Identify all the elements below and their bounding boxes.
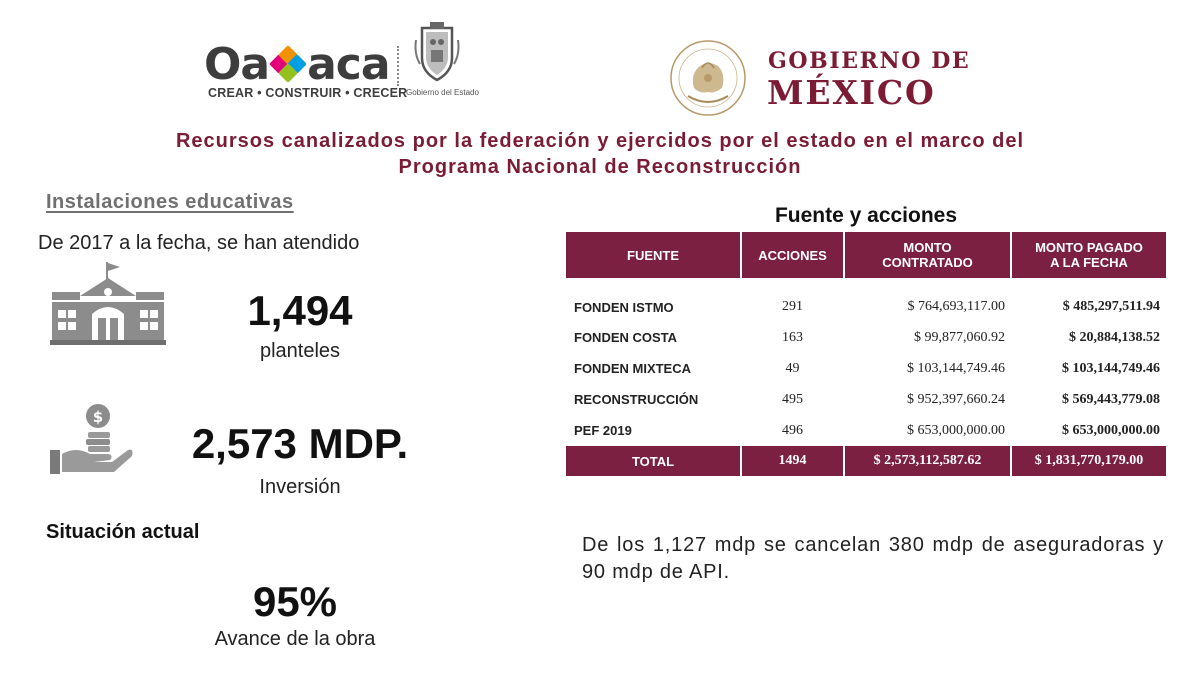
- oaxaca-logo: [204, 39, 408, 102]
- table-header-row: [566, 232, 1166, 278]
- mexico-seal-icon: [668, 38, 748, 118]
- header-monto-pagado: [1011, 232, 1166, 278]
- page-title: [40, 128, 1160, 180]
- oaxaca-wordmark: Oa aca: [204, 39, 390, 90]
- cell-monto-contratado: $ 103,144,749.46: [907, 360, 1005, 376]
- oaxaca-tagline: CREAR • CONSTRUIR • CRECER: [208, 86, 408, 100]
- cell-monto-pagado: $ 653,000,000.00: [1062, 422, 1160, 438]
- page-title-line1: Recursos canalizados por la federación y ejercidos por el estado en el marco del: [175, 130, 1025, 152]
- cell-acciones: 291: [782, 299, 803, 314]
- svg-text:$: $: [92, 408, 104, 426]
- logo-divider: [397, 46, 399, 86]
- total-monto-pagado: $ 1,831,770,179.00: [1011, 446, 1166, 476]
- total-label: TOTAL: [566, 446, 741, 476]
- planteles-label: planteles: [259, 340, 341, 362]
- school-icon: [50, 262, 166, 346]
- table-row: [566, 415, 1166, 446]
- intro-text: De 2017 a la fecha, se han atendido: [38, 232, 360, 254]
- header-fuente: FUENTE: [566, 232, 741, 278]
- section-title: Instalaciones educativas: [46, 191, 294, 213]
- header-monto-contratado: [844, 232, 1011, 278]
- cancellation-note: De los 1,127 mdp se cancelan 380 mdp de aseguradoras y 90 mdp de API.: [582, 534, 1164, 583]
- oaxaca-shield-label: Gobierno del Estado: [406, 88, 479, 97]
- fuente-acciones-table: [566, 232, 1166, 476]
- total-acciones: 1494: [741, 446, 844, 476]
- cell-acciones: 163: [782, 329, 803, 345]
- header-monto-contratado-label: MONTO CONTRATADO: [882, 240, 973, 270]
- oaxaca-shield-icon: [412, 20, 462, 84]
- planteles-count: 1,494: [247, 287, 353, 334]
- total-monto-contratado: $ 2,573,112,587.62: [844, 446, 1011, 476]
- table-title: Fuente y acciones: [774, 204, 958, 227]
- cell-fuente: PEF 2019: [574, 423, 632, 438]
- situacion-title: Situación actual: [46, 521, 200, 543]
- avance-percent: 95%: [252, 578, 338, 625]
- money-hand-icon: [50, 402, 134, 476]
- cell-monto-contratado: $ 952,397,660.24: [907, 391, 1005, 407]
- cell-monto-pagado: $ 20,884,138.52: [1069, 329, 1160, 345]
- inversion-amount: 2,573 MDP.: [191, 420, 409, 467]
- cell-acciones: 495: [782, 391, 803, 407]
- table-row: [566, 353, 1166, 384]
- cell-acciones: 49: [785, 360, 800, 376]
- gobierno-de-mexico-line1: GOBIERNO DE: [768, 48, 971, 74]
- header-monto-pagado-label: MONTO PAGADO A LA FECHA: [1035, 240, 1143, 270]
- oaxaca-x-mark-icon: [270, 47, 306, 81]
- cell-monto-contratado: $ 653,000,000.00: [907, 422, 1005, 438]
- table-row: [566, 322, 1166, 353]
- cell-fuente: RECONSTRUCCIÓN: [574, 392, 699, 407]
- cell-monto-pagado: $ 103,144,749.46: [1062, 360, 1160, 376]
- cell-monto-pagado: $ 485,297,511.94: [1062, 299, 1160, 314]
- cell-fuente: FONDEN COSTA: [574, 330, 678, 345]
- cell-fuente: FONDEN MIXTECA: [574, 361, 691, 376]
- header-acciones: ACCIONES: [741, 232, 844, 278]
- page-title-line2: Programa Nacional de Reconstrucción: [398, 156, 802, 178]
- gobierno-de-mexico-line2: MÉXICO: [767, 73, 936, 112]
- table-total-row: [566, 446, 1166, 476]
- cell-acciones: 496: [782, 422, 803, 438]
- table-row: [566, 278, 1166, 322]
- cell-monto-pagado: $ 569,443,779.08: [1062, 391, 1160, 407]
- table-row: [566, 384, 1166, 415]
- cell-monto-contratado: $ 99,877,060.92: [914, 329, 1005, 345]
- cell-monto-contratado: $ 764,693,117.00: [907, 299, 1005, 314]
- avance-label: Avance de la obra: [214, 628, 376, 650]
- inversion-label: Inversión: [259, 476, 341, 498]
- cell-fuente: FONDEN ISTMO: [574, 299, 674, 315]
